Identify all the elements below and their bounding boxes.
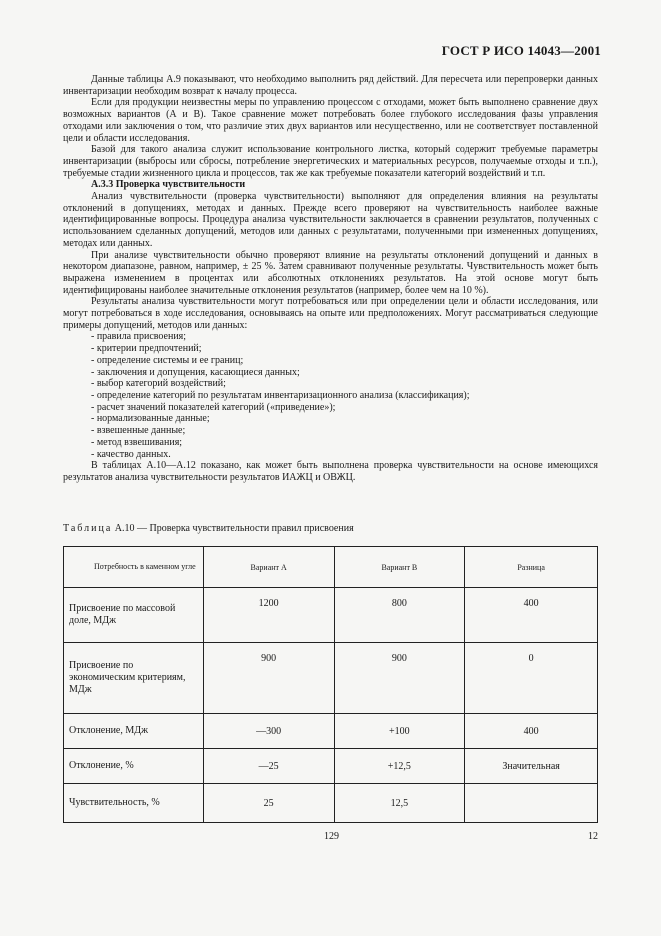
- table-header-cell: Вариант А: [203, 547, 334, 588]
- paragraph-2: Если для продукции неизвестны меры по управлению процессом с отходами, может быть выполнено сравнение двух возможных вариантов (А и В). Такое сравнение может потребовать более глубокого исследования фазы управления отходами или заключения о том, что различие этих двух вариантов или несущественно, или не соответствует поставленной цели и области исследования.: [63, 97, 598, 144]
- table-cell: 0: [465, 643, 598, 714]
- table-cell: Значительная: [465, 749, 598, 784]
- paragraph-7: В таблицах А.10—А.12 показано, как может быть выполнена проверка чувствительности на основе имеющихся результатов анализа чувствительности результатов ИАЖЦ и ОВЖЦ.: [63, 460, 598, 483]
- list-item: - нормализованные данные;: [91, 413, 210, 425]
- table-cell: Присвоение по массовой доле, МДж: [64, 588, 204, 643]
- list-item: - определение системы и ее границ;: [91, 354, 244, 366]
- examples-list: [63, 331, 598, 460]
- table-row: [64, 588, 598, 643]
- sensitivity-table: [63, 546, 598, 823]
- list-item: - взвешенные данные;: [91, 425, 186, 437]
- table-header-cell: Вариант В: [334, 547, 465, 588]
- table-row: [64, 714, 598, 749]
- table-cell: [465, 784, 598, 823]
- table-row: [64, 643, 598, 714]
- list-item: - метод взвешивания;: [91, 436, 183, 448]
- list-item: - критерии предпочтений;: [91, 343, 202, 355]
- table-cell: 400: [465, 588, 598, 643]
- table-cell: —300: [203, 714, 334, 749]
- table-caption-word: Таблица: [63, 523, 113, 534]
- table-cell: 12,5: [334, 784, 465, 823]
- table-header-cell: Потребность в каменном угле: [64, 547, 204, 588]
- list-item: - определение категорий по результатам инвентаризационного анализа (классификация);: [91, 389, 470, 401]
- table-cell: +100: [334, 714, 465, 749]
- body-text: [63, 74, 598, 484]
- list-item: - качество данных.: [91, 448, 171, 460]
- table-header-row: [64, 547, 598, 588]
- paragraph-3: Базой для такого анализа служит использование контрольного листка, который содержит требуемые параметры инвентаризации (выбросы или сбросы, потребление энергетических и материальных ресурсов, получаемые отходы и т.п.), требуемые стадии жизненного цикла и процессов, так же как требуемые показатели категорий воздействий и т.п.: [63, 144, 598, 179]
- table-cell: 400: [465, 714, 598, 749]
- table-cell: Отклонение, %: [64, 749, 204, 784]
- table-cell: 1200: [203, 588, 334, 643]
- list-item: - правила присвоения;: [91, 331, 187, 343]
- table-cell: Чувствительность, %: [64, 784, 204, 823]
- table-cell: Отклонение, МДж: [64, 714, 204, 749]
- page-number: 129: [324, 831, 339, 842]
- paragraph-4: Анализ чувствительности (проверка чувствительности) выполняют для определения влияния на результаты отклонений в допущениях, методах и данных. Прежде всего проверяют на чувствительность наиболее важные идентифицированные вопросы. Процедура анализа чувствительности заключается в сравнении результатов, полученных с использованием сделанных допущений, методов или данных с результатами, полученными при измененных допущениях, методах или данных.: [63, 191, 598, 249]
- table-row: [64, 749, 598, 784]
- paragraph-5: При анализе чувствительности обычно проверяют влияние на результаты отклонений допущений и данных в некотором диапазоне, равном, например, ± 25 %. Затем сравнивают полученные результаты. Чувствительность может быть выражена изменением в процентах или абсолютных отклонениях результатов. На этой основе могут быть идентифицированы наиболее значительные отклонения результатов (например, более чем на 10 %).: [63, 249, 598, 296]
- table-cell: —25: [203, 749, 334, 784]
- table-cell: Присвоение по экономическим критериям, МДж: [64, 643, 204, 714]
- table-cell: 900: [203, 643, 334, 714]
- paragraph-1: Данные таблицы А.9 показывают, что необходимо выполнить ряд действий. Для пересчета или перепроверки данных инвентаризации необходим возврат к началу процесса.: [63, 74, 598, 97]
- paragraph-6: Результаты анализа чувствительности могут потребоваться или при определении цели и области исследования, или могут потребоваться в ходе исследования, основываясь на опыте или предположениях. Могут рассматриваться следующие примеры допущений, методов или данных:: [63, 296, 598, 331]
- table-header-cell: Разница: [465, 547, 598, 588]
- list-item: - расчет значений показателей категорий («приведение»);: [91, 401, 336, 413]
- table-caption-title: А.10 — Проверка чувствительности правил присвоения: [112, 523, 354, 534]
- list-item: - выбор категорий воздействий;: [91, 378, 226, 390]
- table-cell: 25: [203, 784, 334, 823]
- table-cell: +12,5: [334, 749, 465, 784]
- list-item: - заключения и допущения, касающиеся данных;: [91, 366, 300, 378]
- sheet-number: 12: [588, 831, 598, 842]
- table-row: [64, 784, 598, 823]
- document-header: ГОСТ Р ИСО 14043—2001: [441, 43, 601, 58]
- table-caption: [63, 523, 354, 534]
- table-cell: 900: [334, 643, 465, 714]
- table-cell: 800: [334, 588, 465, 643]
- section-heading: А.3.3 Проверка чувствительности: [91, 179, 246, 191]
